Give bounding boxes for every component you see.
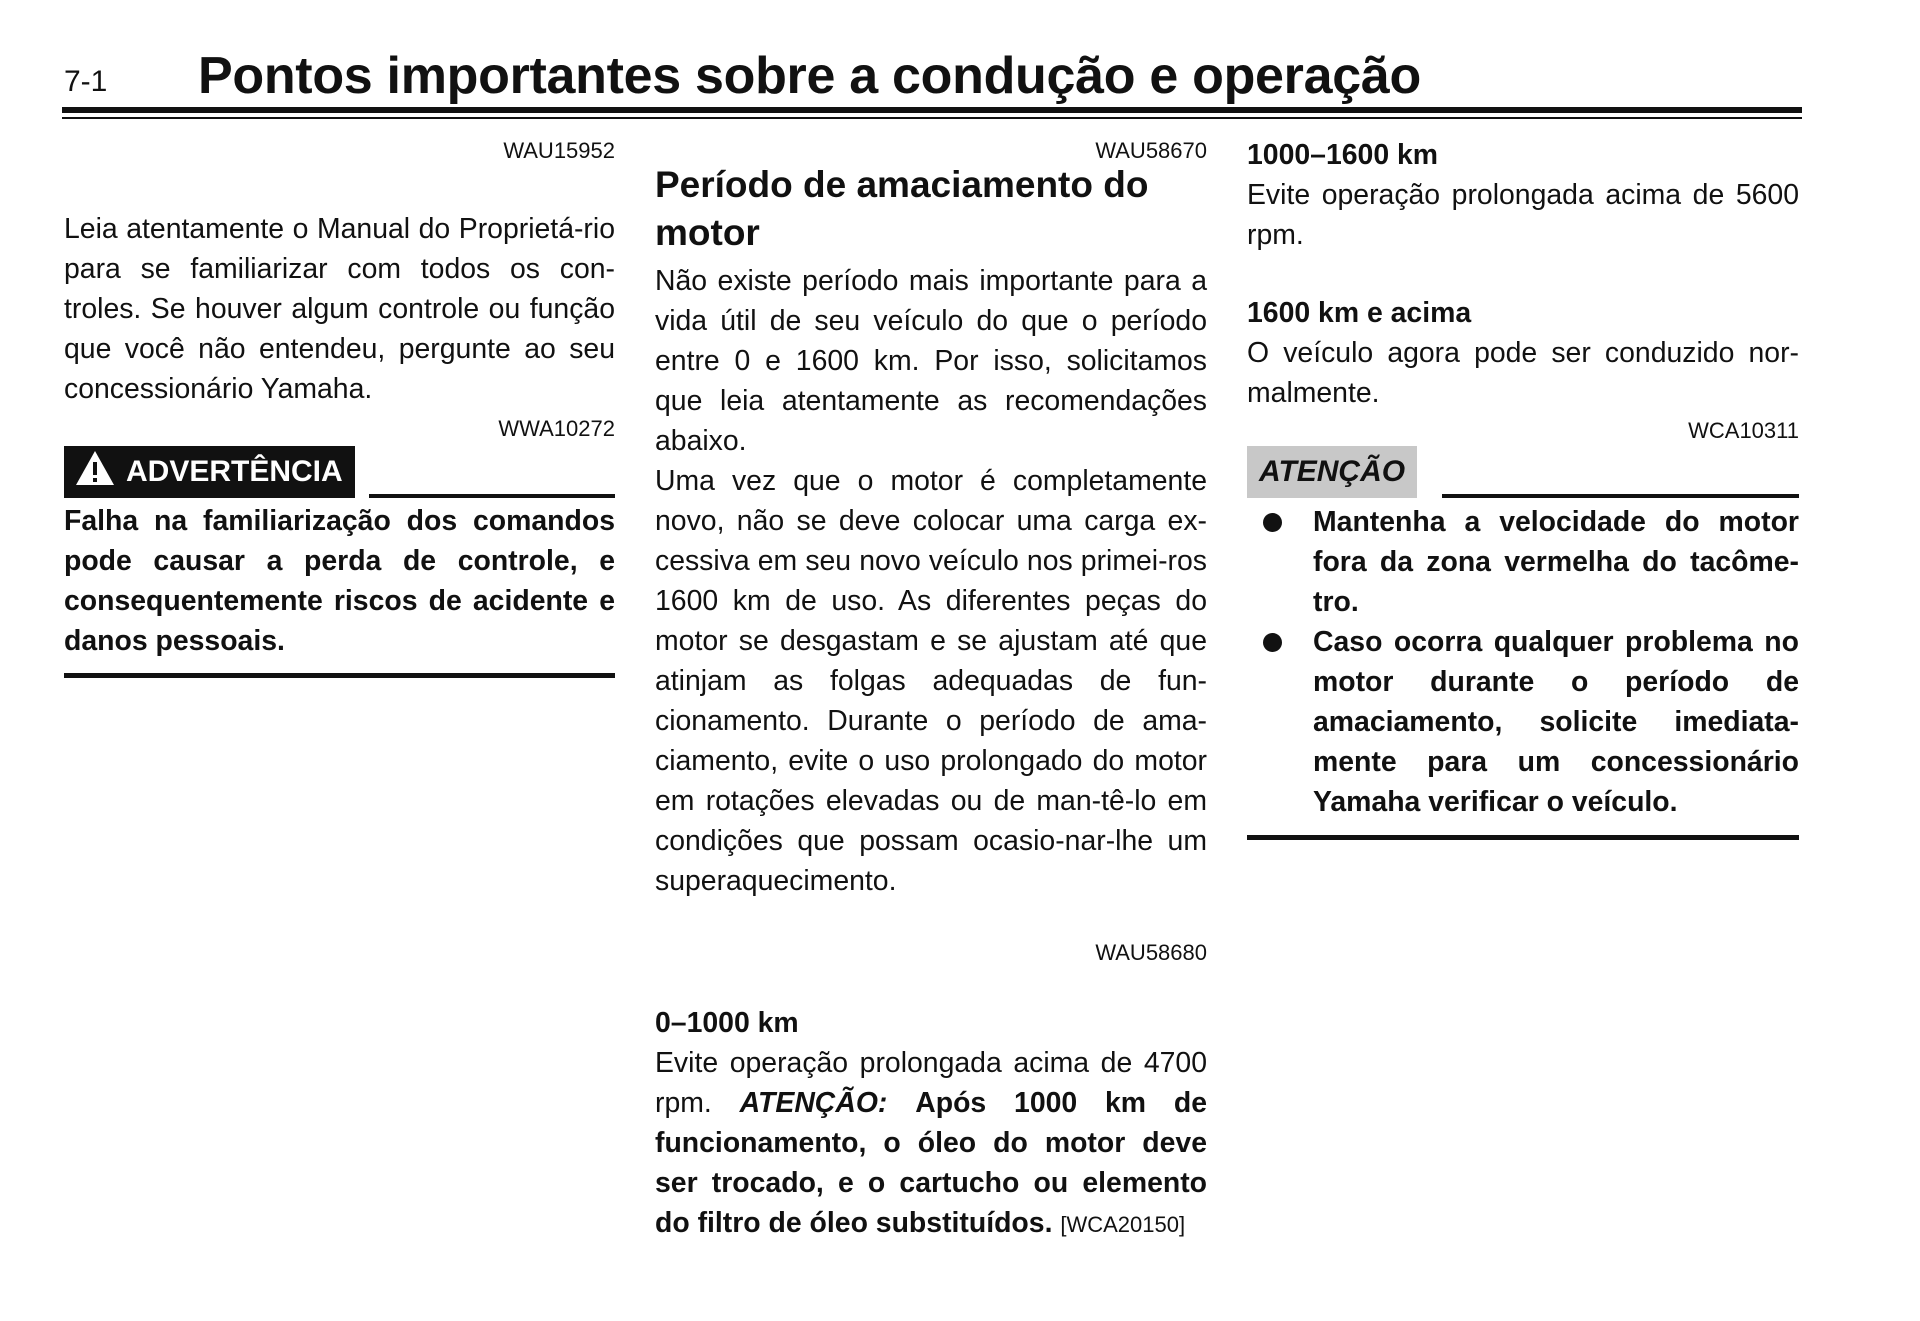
stage1-notice-text: Após 1000 km de funcionamento, o óleo do motor deve ser trocado, e o cartucho ou elemento do filtro de óleo substituídos. — [655, 1087, 1208, 1239]
warning-section — [64, 501, 615, 661]
caution-label-text: ATENÇÃO — [1259, 455, 1406, 488]
stage1-notice-ref: [WCA20150] — [1060, 1212, 1186, 1237]
caution-label-rule — [1442, 494, 1799, 498]
caution-item-text: Caso ocorra qualquer problema no motor durante o período de amaciamento, solicite imediata-mente para um concessionário Yamaha verificar o veículo. — [1313, 626, 1799, 818]
page-title: Pontos importantes sobre a condução e operação — [198, 47, 1421, 105]
breakin-section — [655, 161, 1207, 901]
bullet-icon — [1263, 633, 1282, 652]
stage2-heading: 1000–1600 km — [1247, 139, 1439, 171]
stage2-section — [1247, 135, 1799, 255]
intro-section — [64, 209, 615, 409]
section-code-stage1: WAU58680 — [1095, 940, 1207, 965]
intro-paragraph: Leia atentamente o Manual do Proprietá-rio para se familiarizar com todos os con-troles. Se houver algum controle ou função que você não entendeu, pergunte ao seu concessionário Yamaha. — [64, 213, 615, 405]
section-code-warning: WWA10272 — [498, 416, 615, 441]
caution-section — [1247, 502, 1799, 822]
warning-end-rule — [64, 673, 615, 678]
stage1-notice-label: ATENÇÃO: — [739, 1087, 888, 1119]
breakin-paragraph-2: Uma vez que o motor é completamente novo, não se deve colocar uma carga ex-cessiva em seu novo veículo nos primei-ros 1600 km de uso. As diferentes peças do motor se desgastam e se ajustam até que atinjam as folgas adequadas de fun-cionamento. Durante o período de ama-ciamento, evite o uso prolongado do motor em rotações elevadas ou de man-tê-lo em condições que possam ocasio-nar-lhe um superaquecimento. — [655, 465, 1207, 897]
stage3-heading: 1600 km e acima — [1247, 297, 1472, 329]
warning-triangle-icon — [74, 449, 116, 495]
caution-list — [1247, 502, 1799, 822]
stage1-paragraph — [655, 1043, 1207, 1245]
warning-label-rule — [369, 494, 615, 498]
section-code-breakin: WAU58670 — [1095, 138, 1207, 163]
stage1-heading: 0–1000 km — [655, 1007, 799, 1039]
caution-list-item — [1247, 502, 1799, 622]
caution-end-rule — [1247, 835, 1799, 840]
caution-list-item — [1247, 622, 1799, 822]
warning-label-text: ADVERTÊNCIA — [126, 455, 343, 488]
bullet-icon — [1263, 513, 1282, 532]
header-rule-thick — [62, 107, 1802, 113]
header-rule-thin — [62, 117, 1802, 119]
breakin-paragraph-1: Não existe período mais importante para a vida útil de seu veículo do que o período entre 0 e 1600 km. Por isso, solicitamos que leia atentamente as recomendações abaixo. — [655, 265, 1207, 457]
section-code-intro: WAU15952 — [503, 138, 615, 163]
stage3-paragraph: O veículo agora pode ser conduzido nor-malmente. — [1247, 337, 1799, 409]
caution-label — [1247, 446, 1417, 498]
caution-item-text: Mantenha a velocidade do motor fora da zona vermelha do tacôme-tro. — [1313, 506, 1799, 618]
stage1-text: Evite operação prolongada acima de 4700 rpm. — [655, 1047, 1207, 1119]
warning-label — [64, 446, 355, 498]
section-code-caution: WCA10311 — [1688, 418, 1799, 443]
page-number: 7-1 — [64, 65, 108, 98]
breakin-heading: Período de amaciamento do motor — [655, 164, 1149, 253]
stage3-section — [1247, 293, 1799, 413]
warning-paragraph: Falha na familiarização dos comandos pode causar a perda de controle, e consequentemente riscos de acidente e danos pessoais. — [64, 505, 615, 657]
stage1-section — [655, 1003, 1207, 1245]
stage2-paragraph: Evite operação prolongada acima de 5600 rpm. — [1247, 179, 1799, 251]
